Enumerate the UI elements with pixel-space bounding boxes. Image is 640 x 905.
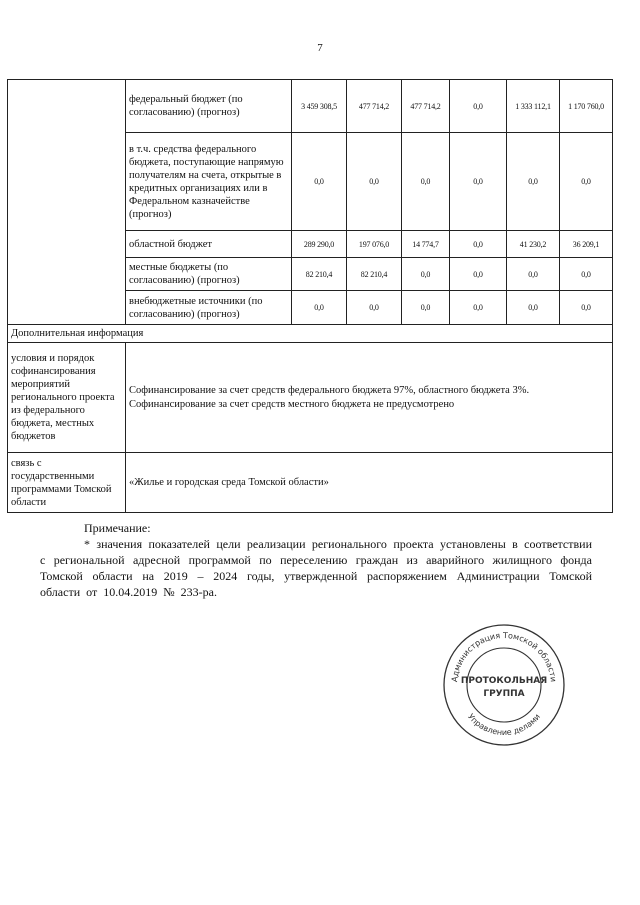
stamp-outer-bottom-text: Управление делами [466,712,542,738]
value-cell: 0,0 [450,258,507,291]
value-cell: 0,0 [560,133,613,231]
row-label: внебюджетные источники (по согласованию) (прогноз) [126,291,292,325]
table-row [8,343,613,453]
value-cell: 0,0 [507,258,560,291]
value-cell: 14 774,7 [402,231,450,258]
section-row [8,325,613,343]
row-label: в т.ч. средства федерального бюджета, поступающие напрямую получателям на счета, открытые в кредитных организациях или в Федеральном казначействе (прогноз) [126,133,292,231]
value-cell: 0,0 [292,133,347,231]
value-cell: 0,0 [450,291,507,325]
financing-table [7,79,613,513]
row-label: областной бюджет [126,231,292,258]
note-title: Примечание: [84,521,151,535]
value-cell: 0,0 [292,291,347,325]
conditions-label: условия и порядок софинансирования мероприятий регионального проекта из федерального бюджета, местных бюджетов [8,343,126,453]
stamp-outer-top-text: Администрация Томской области [450,630,558,683]
row-label: федеральный бюджет (по согласованию) (прогноз) [126,80,292,133]
value-cell: 0,0 [507,291,560,325]
note-block [40,520,592,600]
value-cell: 477 714,2 [402,80,450,133]
value-cell: 0,0 [560,291,613,325]
value-cell: 0,0 [450,80,507,133]
value-cell: 0,0 [507,133,560,231]
value-cell: 82 210,4 [347,258,402,291]
stamp-center-line2: ГРУППА [483,689,525,699]
row-label: местные бюджеты (по согласованию) (прогноз) [126,258,292,291]
programs-label: связь с государственными программами Томской области [8,453,126,513]
value-cell: 0,0 [402,258,450,291]
official-stamp [441,622,567,748]
value-cell: 0,0 [347,291,402,325]
table-row [8,453,613,513]
conditions-text: Софинансирование за счет средств федерального бюджета 97%, областного бюджета 3%. Софинансирование за счет средств местного бюджета не предусмотрено [126,343,613,453]
value-cell: 197 076,0 [347,231,402,258]
programs-text: «Жилье и городская среда Томской области» [126,453,613,513]
value-cell: 82 210,4 [292,258,347,291]
value-cell: 1 333 112,1 [507,80,560,133]
value-cell: 0,0 [402,291,450,325]
page-number: 7 [317,42,323,54]
value-cell: 41 230,2 [507,231,560,258]
value-cell: 0,0 [347,133,402,231]
value-cell: 0,0 [402,133,450,231]
note-text: * значения показателей цели реализации регионального проекта установлены в соответствии с региональной адресной программой по переселению граждан из аварийного жилищного фонда Томской области на 2019 – 2024 годы, утвержденной распоряжением Администрации Томской области от 10.04.2019 № 233-ра. [40,537,592,599]
value-cell: 0,0 [450,231,507,258]
empty-cell [8,80,126,325]
value-cell: 1 170 760,0 [560,80,613,133]
stamp-center-line1: ПРОТОКОЛЬНАЯ [460,676,548,686]
value-cell: 0,0 [450,133,507,231]
value-cell: 477 714,2 [347,80,402,133]
value-cell: 36 209,1 [560,231,613,258]
value-cell: 289 290,0 [292,231,347,258]
table-row [8,80,613,133]
value-cell: 3 459 308,5 [292,80,347,133]
value-cell: 0,0 [560,258,613,291]
section-heading: Дополнительная информация [8,325,613,343]
